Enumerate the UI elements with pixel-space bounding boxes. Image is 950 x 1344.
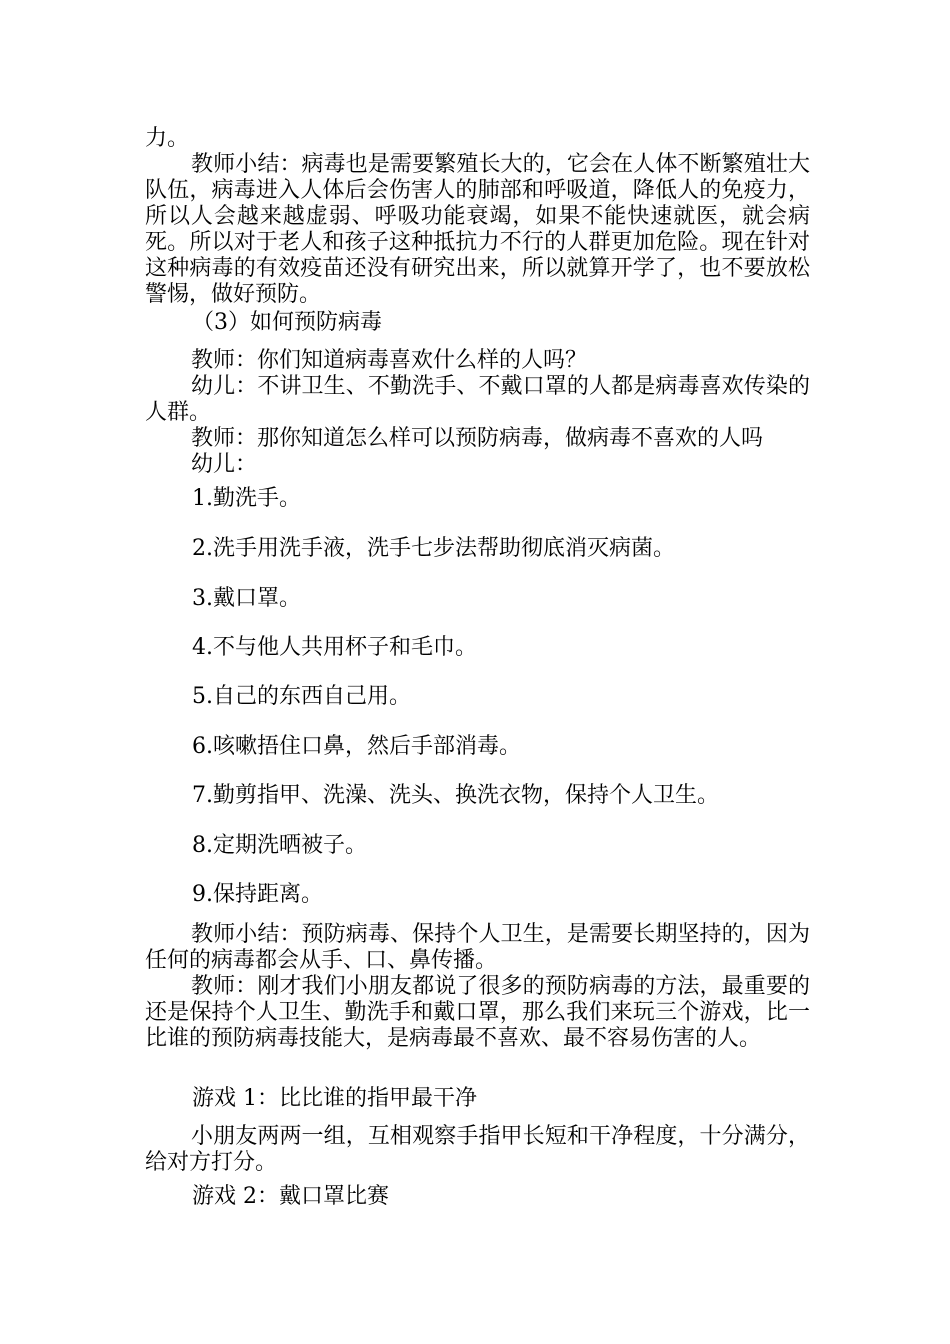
list-item: 4.不与他人共用杯子和毛巾。 bbox=[192, 635, 477, 660]
dialog-teacher-question-2: 教师：那你知道怎么样可以预防病毒，做病毒不喜欢的人吗 bbox=[191, 426, 764, 451]
list-item: 9.保持距离。 bbox=[192, 882, 323, 907]
game-1-title: 游戏 1：比比谁的指甲最干净 bbox=[192, 1086, 477, 1111]
list-item: 6.咳嗽捂住口鼻，然后手部消毒。 bbox=[192, 734, 521, 759]
list-item: 3.戴口罩。 bbox=[192, 586, 301, 611]
list-item: 7.勤剪指甲、洗澡、洗头、换洗衣物，保持个人卫生。 bbox=[192, 783, 719, 808]
dialog-child-answer-2: 幼儿： bbox=[191, 452, 258, 477]
teacher-games-intro: 教师：刚才我们小朋友都说了很多的预防病毒的方法，最重要的还是保持个人卫生、勤洗手和戴口罩，那么我们来玩三个游戏，比一比谁的预防病毒技能大，是病毒最不喜欢、最不容易伤害的人。 bbox=[145, 974, 810, 1051]
game-1-description: 小朋友两两一组，互相观察手指甲长短和干净程度，十分满分，给对方打分。 bbox=[145, 1124, 810, 1175]
list-item: 2.洗手用洗手液，洗手七步法帮助彻底消灭病菌。 bbox=[192, 536, 675, 561]
dialog-child-answer: 幼儿：不讲卫生、不勤洗手、不戴口罩的人都是病毒喜欢传染的人群。 bbox=[145, 374, 810, 425]
teacher-summary-2: 教师小结：预防病毒、保持个人卫生，是需要长期坚持的，因为任何的病毒都会从手、口、鼻传播。 bbox=[145, 922, 810, 973]
list-item: 8.定期洗晒被子。 bbox=[192, 833, 367, 858]
section-3-heading: （3）如何预防病毒 bbox=[192, 310, 382, 335]
paragraph-continuation: 力。 bbox=[145, 126, 190, 151]
list-item: 5.自己的东西自己用。 bbox=[192, 684, 411, 709]
dialog-teacher-question: 教师：你们知道病毒喜欢什么样的人吗？ bbox=[191, 348, 588, 373]
game-2-title: 游戏 2：戴口罩比赛 bbox=[192, 1184, 389, 1209]
teacher-summary-1: 教师小结：病毒也是需要繁殖长大的，它会在人体不断繁殖壮大队伍，病毒进入人体后会伤害人的肺部和呼吸道，降低人的免疫力，所以人会越来越虚弱、呼吸功能衰竭，如果不能快速就医，就会病死。所以对于老人和孩子这种抵抗力不行的人群更加危险。现在针对这种病毒的有效疫苗还没有研究出来，所以就算开学了，也不要放松警惕，做好预防。 bbox=[145, 152, 810, 307]
list-item: 1.勤洗手。 bbox=[192, 486, 301, 511]
